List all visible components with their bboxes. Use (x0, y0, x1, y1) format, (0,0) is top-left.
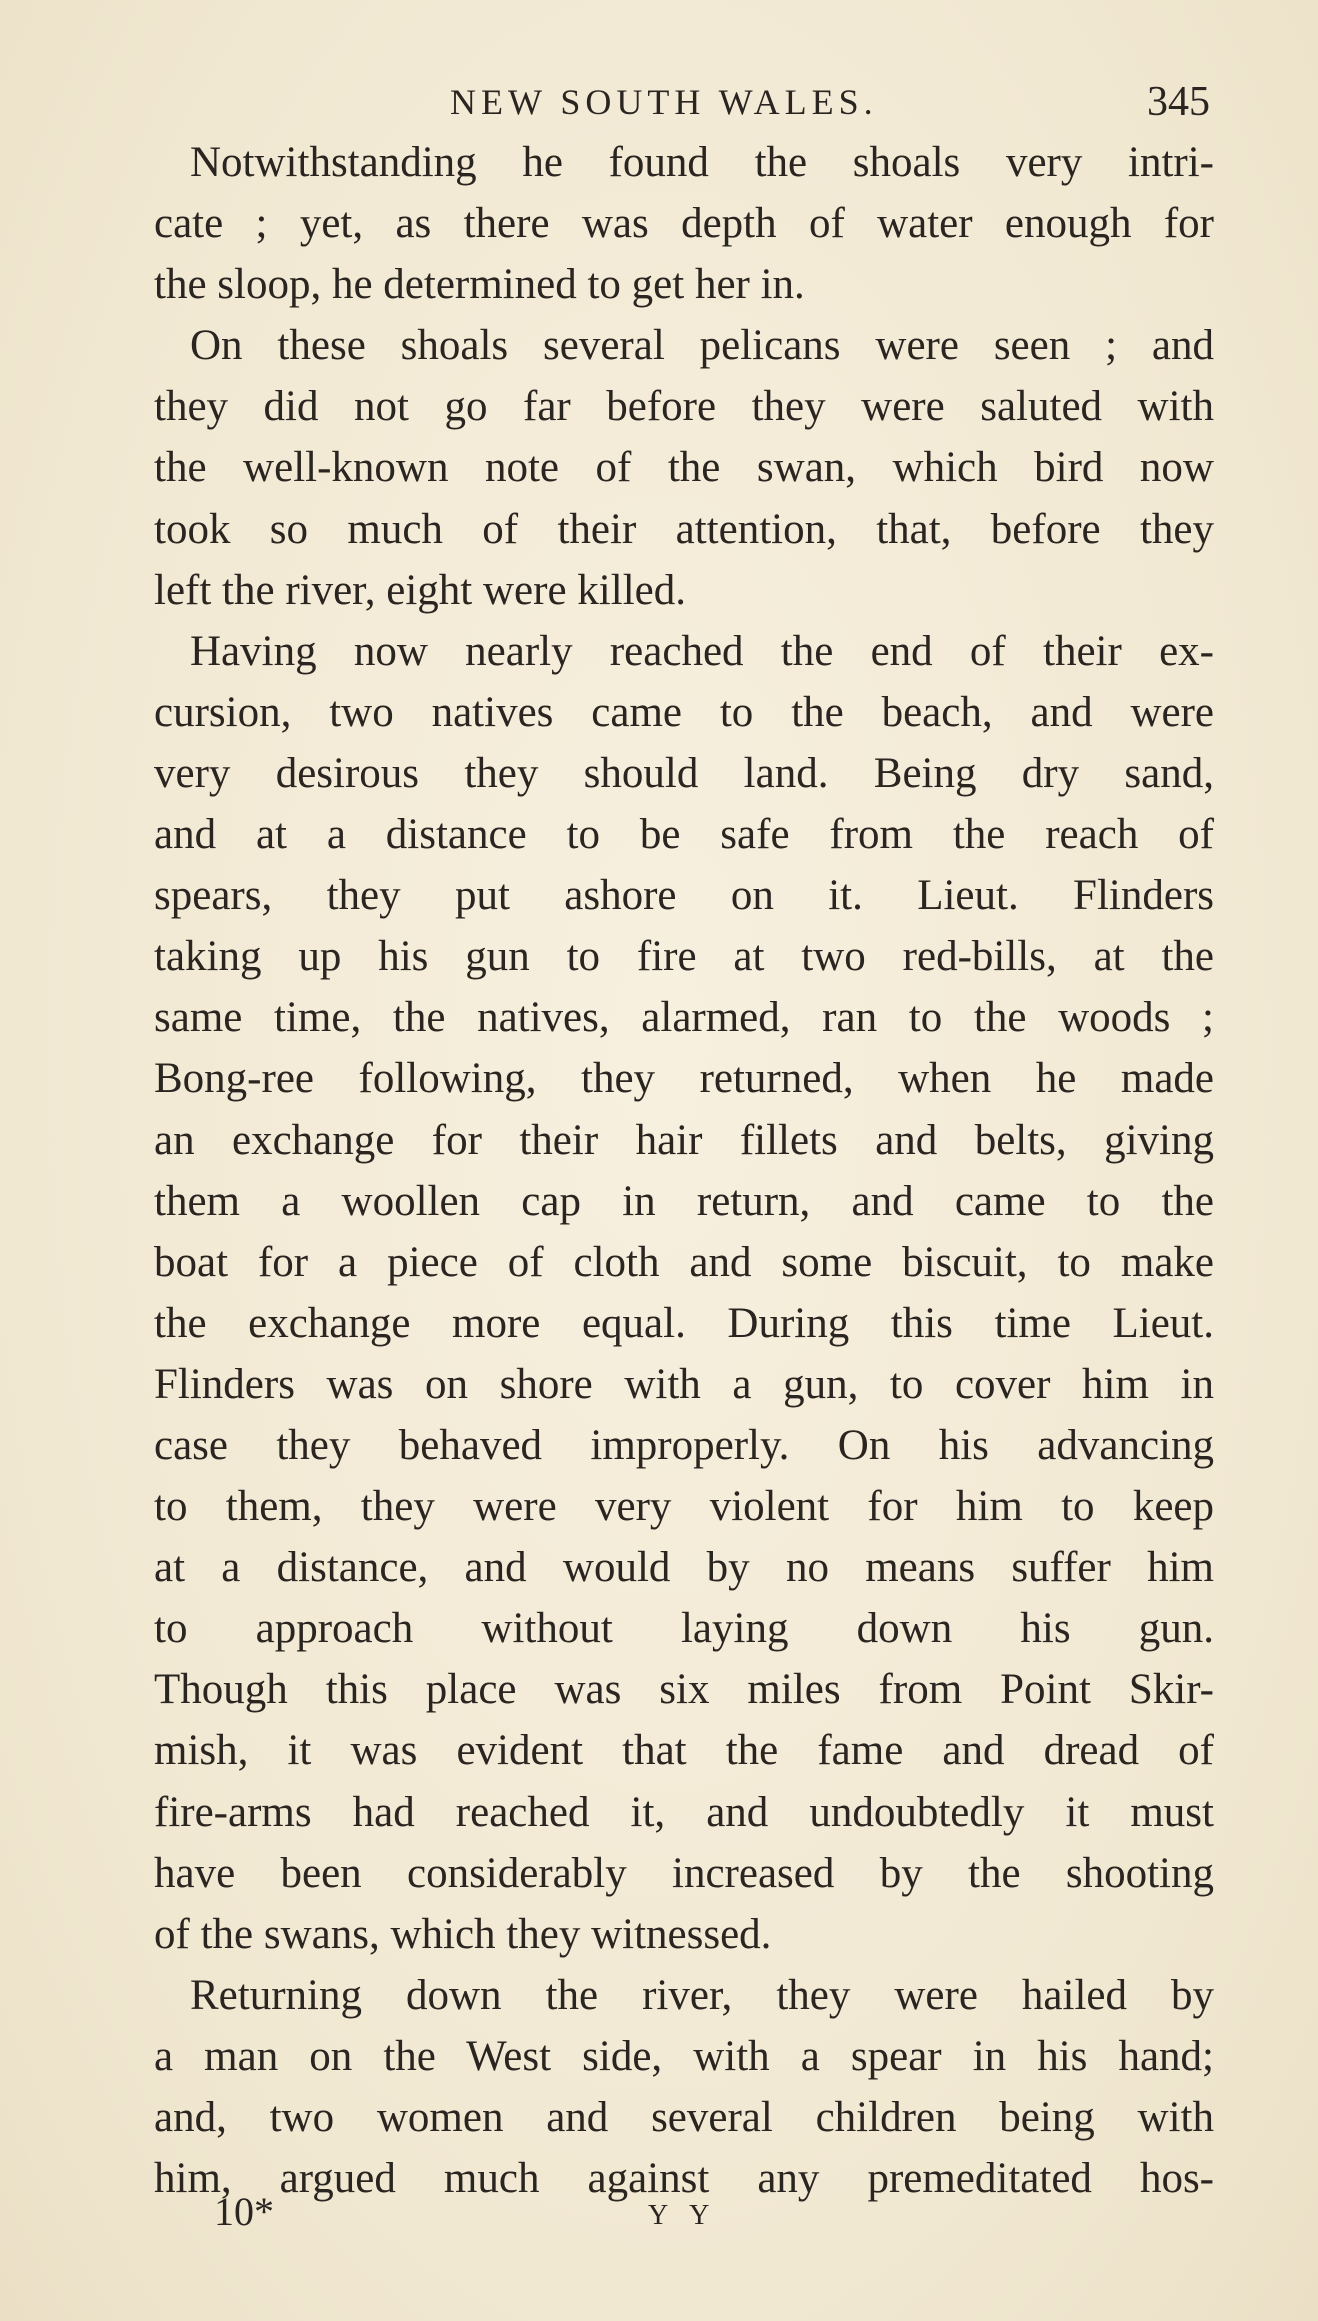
text-line: Having now nearly reached the end of their ex- (190, 627, 1214, 675)
text-line: the sloop, he determined to get her in. (154, 261, 805, 309)
text-line: Bong-ree following, they returned, when he made (154, 1055, 1214, 1103)
text-line: Notwithstanding he found the shoals very intri- (190, 139, 1214, 186)
text-line: him, argued much against any premeditated hos- (154, 2155, 1214, 2203)
text-line: fire-arms had reached it, and undoubtedly it must (154, 1788, 1214, 1836)
page-footer (214, 2182, 814, 2242)
text-line: to approach without laying down his gun. (154, 1605, 1214, 1653)
text-line: boat for a piece of cloth and some biscuit, to make (154, 1238, 1214, 1286)
text-line: them a woollen cap in return, and came to the (154, 1177, 1214, 1225)
text-line: case they behaved improperly. On his advancing (154, 1421, 1214, 1469)
text-line: the exchange more equal. During this time Lieut. (154, 1299, 1214, 1347)
sheet-mark: Y Y (648, 2200, 718, 2231)
running-title: NEW SOUTH WALES. (450, 82, 878, 122)
text-line: of the swans, which they witnessed. (154, 1910, 772, 1958)
text-line: Flinders was on shore with a gun, to cover him in (154, 1360, 1214, 1408)
text-line: the well-known note of the swan, which bird now (154, 444, 1214, 492)
text-line: same time, the natives, alarmed, ran to the woods ; (154, 994, 1214, 1042)
text-line: took so much of their attention, that, before they (154, 505, 1214, 553)
text-line: very desirous they should land. Being dry sand, (154, 749, 1214, 797)
signature-mark: 10* (214, 2189, 274, 2234)
body-text (154, 132, 1214, 2209)
text-line: an exchange for their hair fillets and belts, giving (154, 1116, 1214, 1164)
running-head (150, 72, 1210, 132)
text-line: spears, they put ashore on it. Lieut. Flinders (154, 872, 1214, 920)
text-line: they did not go far before they were saluted with (154, 383, 1214, 431)
text-line: cate ; yet, as there was depth of water enough for (154, 200, 1214, 248)
text-line: taking up his gun to fire at two red-bills, at the (154, 933, 1214, 981)
text-line: at a distance, and would by no means suffer him (154, 1544, 1214, 1592)
text-line: to them, they were very violent for him to keep (154, 1483, 1214, 1531)
text-line: a man on the West side, with a spear in his hand; (154, 2032, 1214, 2080)
text-line: have been considerably increased by the shooting (154, 1849, 1214, 1897)
text-line: cursion, two natives came to the beach, and were (154, 688, 1214, 736)
text-line: and at a distance to be safe from the reach of (154, 811, 1214, 859)
text-line: On these shoals several pelicans were seen ; and (190, 322, 1214, 370)
text-line: Though this place was six miles from Point Skir- (154, 1666, 1214, 1714)
page-number: 345 (1147, 79, 1210, 125)
text-line: Returning down the river, they were hailed by (190, 1971, 1214, 2019)
text-line: mish, it was evident that the fame and dread of (154, 1727, 1214, 1775)
text-line: and, two women and several children being with (154, 2094, 1214, 2141)
text-line: left the river, eight were killed. (154, 566, 686, 614)
